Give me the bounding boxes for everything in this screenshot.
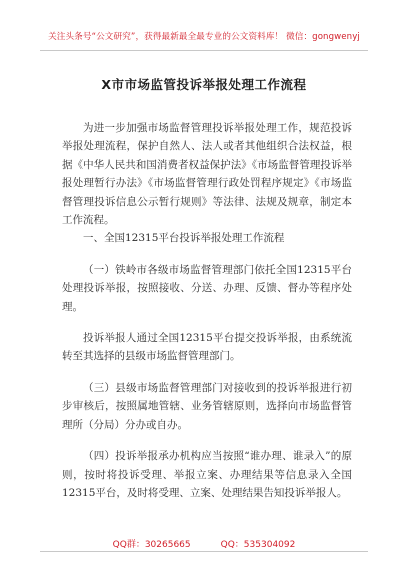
paragraph-item-1: （一）铁岭市各级市场监督管理部门依托全国12315平台处理投诉举报，按照接收、分送、办理、反馈、督办等程序处理。 <box>62 263 352 313</box>
paragraph-item-2: 投诉举报人通过全国12315平台提交投诉举报，由系统流转至其选择的县级市场监督管理部门。 <box>62 332 352 363</box>
paragraph-intro: 为进一步加强市场监督管理投诉举报处理工作，规范投诉举报处理流程，保护自然人、法人或者其他组织合法权益，根据《中华人民共和国消费者权益保护法》《市场监督管理投诉举报处理暂行办法》《市场监督管理行政处罚程序规定》《市场监督管理投诉信息公示暂行规则》等法律、法规及规章，制定本工作流程。 <box>62 122 352 227</box>
footer-qq-number: QQ：535304092 <box>220 540 296 550</box>
header-banner: 关注头条号“公文研究”，获得最新最全最专业的公文资料库！ 微信：gongwenyj <box>48 32 360 42</box>
section-heading-1: 一、全国12315平台投诉举报处理工作流程 <box>83 232 285 245</box>
paragraph-item-3: （三）县级市场监督管理部门对接收到的投诉举报进行初步审核后，按照属地管辖、业务管辖原则，选择向市场监督管理所（分局）分办或自办。 <box>62 381 352 431</box>
document-body <box>62 119 352 502</box>
paragraph-item-4: （四）投诉举报承办机构应当按照“谁办理、谁录入”的原则，按时将投诉受理、举报立案、办理结果等信息录入全国12315平台，及时将受理、立案、处理结果告知投诉举报人。 <box>62 450 352 499</box>
header-divider <box>40 50 368 51</box>
footer-contact <box>0 537 408 550</box>
footer-divider <box>40 551 368 552</box>
footer-qq-group: QQ群：30265665 <box>112 540 191 550</box>
document-title: X市市场监管投诉举报处理工作流程 <box>101 77 307 92</box>
